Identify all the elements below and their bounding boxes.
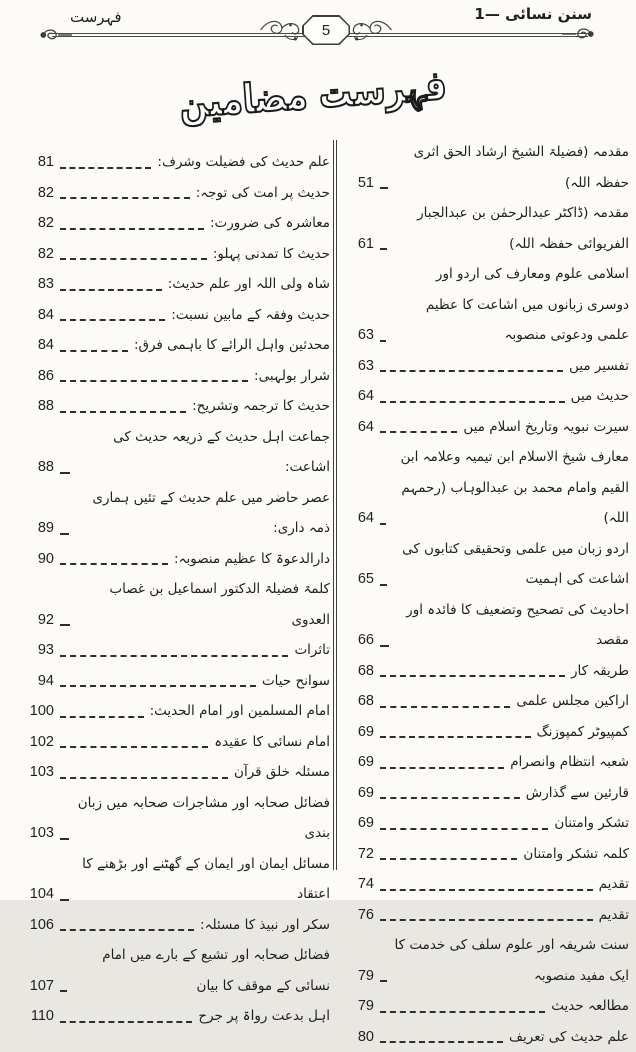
toc-entry [24,666,330,697]
toc-entry [344,137,629,198]
toc-entry [24,361,330,392]
floral-ornament-icon [259,14,301,46]
toc-entry-page: 90 [24,544,54,575]
toc-entry-page: 82 [24,178,54,209]
toc-entry-page: 107 [24,971,54,1002]
toc-entry-page: 68 [344,656,374,687]
dash-leader [380,1041,503,1043]
dash-leader [380,370,563,372]
dash-leader [380,401,565,403]
toc-entry-title: امام المسلمین اور امام الحدیث: [150,696,330,727]
toc-entry-title: تقدیم [599,869,629,900]
toc-entry [344,900,629,931]
toc-entry-page: 103 [24,818,54,849]
dash-leader [60,990,67,992]
toc-entry [344,534,629,595]
dash-leader [60,563,168,565]
toc-entry [24,757,330,788]
dash-leader [380,340,386,342]
toc-entry-page: 72 [344,839,374,870]
dash-leader [60,319,165,321]
column-divider [333,140,337,870]
toc-entry [24,330,330,361]
toc-entry-page: 106 [24,910,54,941]
toc-entry-title: کمپیوٹر کمپوزنگ [537,717,630,748]
toc-entry-page: 76 [344,900,374,931]
dash-leader [60,411,186,413]
toc-entry-page: 88 [24,391,54,422]
toc-entry-title: حدیث پر امت کی توجہ: [196,178,330,209]
toc-entry-title: حدیث کا تمدنی پہلو: [213,239,330,270]
toc-entry-page: 64 [344,503,374,534]
toc-entry [344,595,629,656]
toc-entry-title: قارئین سے گذارش [526,778,629,809]
line-end-swirl-icon [560,25,596,43]
dash-leader [380,1011,545,1013]
toc-entry-title: جماعت اہل حدیث کے ذریعہ حدیث کی اشاعت: [76,422,330,483]
toc-entry-page: 80 [344,1022,374,1052]
toc-entry-page: 65 [344,564,374,595]
toc-entry-page: 100 [24,696,54,727]
toc-entry [24,788,330,849]
toc-entry-title: مقدمہ (فضیلۃ الشیخ ارشاد الحق اثری حفظہ اللہ) [394,137,629,198]
toc-entry-title: کلمہ تشکر وامتنان [523,839,629,870]
toc-entry-title: علم حدیث کی تعریف [509,1022,629,1052]
toc-entry-title: تقدیم [599,900,629,931]
running-head-right: سنن نسائی —1 [470,5,592,23]
toc-entry [344,351,629,382]
toc-entry-page: 82 [24,208,54,239]
toc-entry-page: 92 [24,605,54,636]
floral-ornament-icon [351,14,393,46]
toc-entry-title: حدیث وفقہ کے مابین نسبت: [171,300,330,331]
dash-leader [380,645,389,647]
toc-entry-page: 79 [344,961,374,992]
toc-entry [24,1001,330,1032]
toc-entry [24,422,330,483]
toc-entry [24,940,330,1001]
dash-leader [380,919,593,921]
toc-entry-page: 82 [24,239,54,270]
page-number: 5 [302,15,350,45]
line-end-swirl-icon [38,26,74,44]
toc-entry-title: امام نسائی کا عقیدہ [214,727,330,758]
toc-entry-title: تشکر وامتنان [554,808,629,839]
toc-entry-title: حدیث کا ترجمہ وتشریح: [192,391,330,422]
dash-leader [60,1021,192,1023]
toc-entry [24,574,330,635]
toc-entry-page: 86 [24,361,54,392]
toc-entry [24,849,330,910]
dash-leader [380,767,504,769]
toc-entry [24,239,330,270]
toc-entry-title: مقدمہ (ڈاکٹر عبدالرحمٰن بن عبدالجبار الفریوائی حفظہ اللہ) [393,198,629,259]
toc-entry-page: 89 [24,513,54,544]
toc-entry-title: شاہ ولی اللہ اور علم حدیث: [168,269,330,300]
toc-entry [24,727,330,758]
toc-entry-title: مسائل ایمان اور ایمان کے گھٹنے اور بڑھنے کا اعتقاد [75,849,330,910]
toc-entry-page: 93 [24,635,54,666]
toc-entry [344,778,629,809]
toc-entry-page: 83 [24,269,54,300]
toc-entry-title: عصر حاضر میں علم حدیث کے تئیں ہماری ذمہ داری: [75,483,330,544]
dash-leader [60,716,144,718]
toc-entry [344,686,629,717]
dash-leader [380,187,388,189]
dash-leader [60,655,288,657]
page-title: فہرست مضامین [55,54,570,136]
dash-leader [380,675,565,677]
dash-leader [380,736,531,738]
toc-entry-title: اراکین مجلس علمی [516,686,629,717]
toc-entry [344,1022,629,1052]
toc-entry-title: معاشرہ کی ضرورت: [210,208,330,239]
dash-leader [60,380,248,382]
toc-entry [344,442,629,534]
toc-entry-page: 110 [24,1001,54,1032]
toc-entry-title: سنت شریفہ اور علوم سلف کی خدمت کا ایک مفید منصوبہ [393,930,629,991]
dash-leader [380,706,510,708]
toc-entry-title: مسئلہ خلق قرآن [234,757,330,788]
toc-entry [24,635,330,666]
toc-entry [24,208,330,239]
toc-entry [24,300,330,331]
toc-entry-title: احادیث کی تصحیح وتضعیف کا فائدہ اور مقصد [395,595,629,656]
toc-entry-page: 69 [344,808,374,839]
dash-leader [60,472,70,474]
toc-entry-title: اردو زبان میں علمی وتحقیقی کتابوں کی اشاعت کی اہمیت [393,534,629,595]
toc-entry [24,696,330,727]
toc-entry [344,259,629,351]
toc-entry-page: 69 [344,717,374,748]
toc-entry [344,656,629,687]
toc-entry [24,147,330,178]
toc-entry [24,178,330,209]
dash-leader [60,350,128,352]
toc-entry [344,991,629,1022]
running-head-left: فہرست [70,8,122,26]
dash-leader [60,899,69,901]
toc-entry-title: تاثرات [294,635,330,666]
toc-entry-page: 102 [24,727,54,758]
toc-entry-title: فضائل صحابہ اور مشاجرات صحابہ میں زبان بندی [75,788,330,849]
toc-entry-page: 51 [344,168,374,199]
dash-leader [60,228,204,230]
toc-entry-title: طریقہ کار [571,656,629,687]
toc-entry [24,391,330,422]
toc-entry-page: 88 [24,452,54,483]
toc-entry [344,839,629,870]
dash-leader [380,980,387,982]
dash-leader [60,777,228,779]
toc-entry [24,269,330,300]
toc-entry [24,910,330,941]
toc-entry-title: دارالدعوۃ کا عظیم منصوبہ: [174,544,330,575]
dash-leader [60,838,69,840]
toc-entry [344,717,629,748]
toc-entry [24,483,330,544]
page-number-badge [302,15,350,45]
toc-entry-title: سوانح حیات [262,666,330,697]
toc-entry-page: 69 [344,778,374,809]
toc-entry-title: کلمۃ فضیلۃ الدکتور اسماعیل بن غصاب العدوی [76,574,330,635]
dash-leader [60,533,69,535]
toc-entry-page: 68 [344,686,374,717]
page-number-cartouche [256,10,396,50]
dash-leader [60,258,207,260]
toc-entry [344,412,629,443]
dash-leader [380,797,520,799]
toc-entry-title: تفسیر میں [569,351,629,382]
toc-entry-page: 66 [344,625,374,656]
toc-entry [344,808,629,839]
dash-leader [380,858,517,860]
dash-leader [380,523,386,525]
toc-entry-page: 64 [344,381,374,412]
toc-entry-page: 63 [344,320,374,351]
toc-entry [344,747,629,778]
toc-entry [344,381,629,412]
toc-entry-title: شعبہ انتظام وانصرام [510,747,629,778]
dash-leader [60,746,208,748]
toc-entry-title: فضائل صحابہ اور تشیع کے بارے میں امام نسائی کے موقف کا بیان [73,940,330,1001]
dash-leader [60,685,256,687]
toc-entry-page: 94 [24,666,54,697]
toc-entry-title: مطالعہ حدیث [551,991,629,1022]
dash-leader [60,929,194,931]
toc-column-right [344,137,629,1052]
dash-leader [60,197,190,199]
toc-entry-page: 104 [24,879,54,910]
dash-leader [380,431,457,433]
dash-leader [60,167,151,169]
toc-entry-page: 64 [344,412,374,443]
toc-entry-page: 63 [344,351,374,382]
toc-entry-title: سیرت نبویہ وتاریخ اسلام میں [463,412,629,443]
toc-entry-page: 81 [24,147,54,178]
dash-leader [380,889,593,891]
toc-entry [24,544,330,575]
toc-entry-page: 84 [24,300,54,331]
toc-entry-page: 74 [344,869,374,900]
toc-entry-title: اہل بدعت رواۃ پر جرح [198,1001,330,1032]
toc-entry-page: 84 [24,330,54,361]
toc-entry-page: 103 [24,757,54,788]
toc-entry [344,930,629,991]
toc-entry-page: 69 [344,747,374,778]
toc-entry [344,869,629,900]
toc-entry-page: 79 [344,991,374,1022]
toc-entry-title: اسلامی علوم ومعارف کی اردو اور دوسری زبانوں میں اشاعت کا عظیم علمی ودعوتی منصوبہ [392,259,629,351]
toc-entry-title: معارف شیخ الاسلام ابن تیمیہ وعلامہ ابن القیم وامام محمد بن عبدالوہاب (رحمہم اللہ) [392,442,629,534]
toc-entry-title: حدیث میں [571,381,629,412]
dash-leader [380,828,548,830]
toc-entry-title: شرار بولہبی: [254,361,330,392]
toc-entry-title: محدثین واہل الرائے کا باہمی فرق: [134,330,330,361]
toc-entry-page: 61 [344,229,374,260]
toc-entry-title: سکر اور نبیذ کا مسئلہ: [200,910,330,941]
dash-leader [60,624,70,626]
toc-column-left [24,147,330,1032]
toc-entry [344,198,629,259]
dash-leader [380,248,387,250]
dash-leader [60,289,162,291]
toc-entry-title: علم حدیث کی فضیلت وشرف: [157,147,330,178]
dash-leader [380,584,387,586]
